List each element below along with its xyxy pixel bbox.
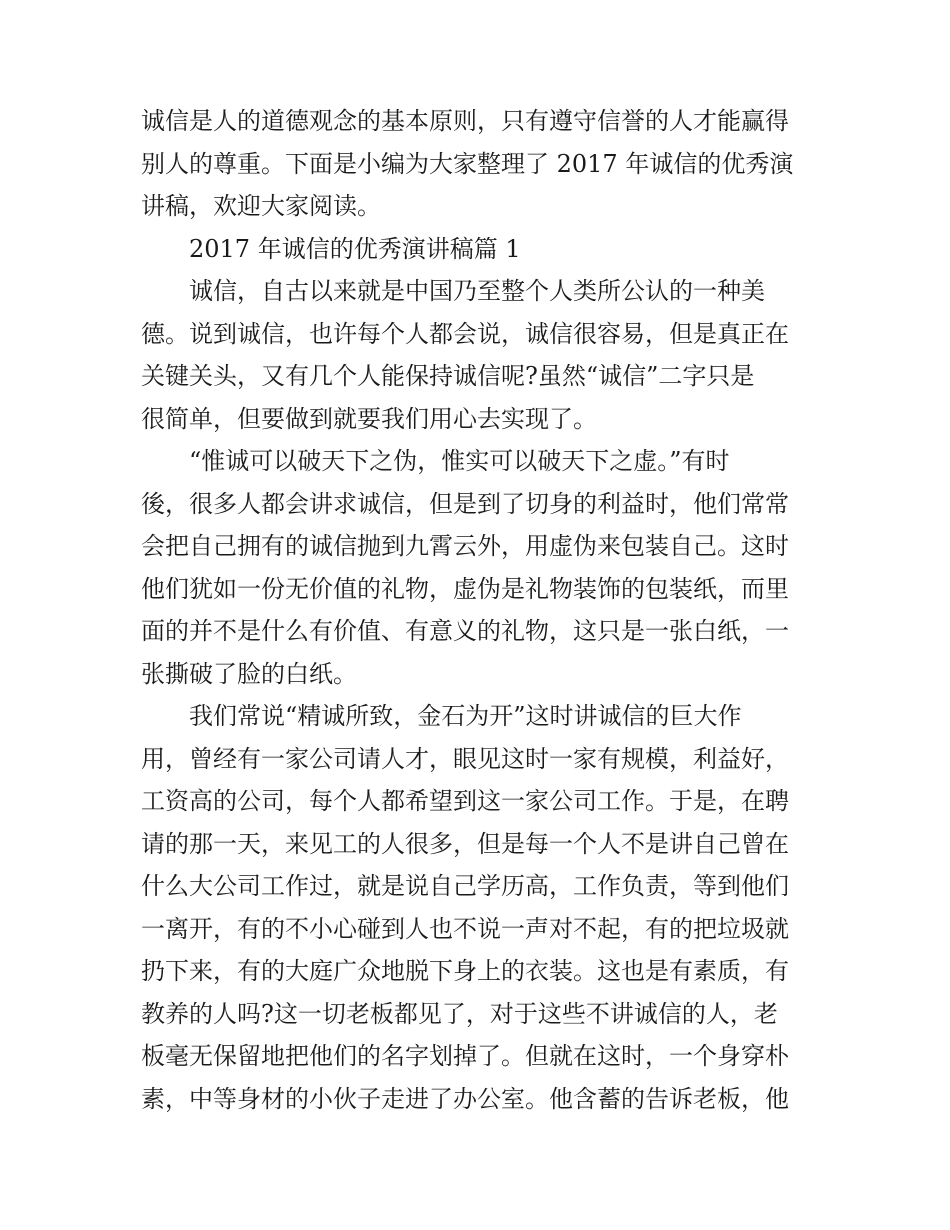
- text-line: 别人的尊重。下面是小编为大家整理了 2017 年诚信的优秀演: [141, 149, 794, 178]
- text-line: 张撕破了脸的白纸。: [141, 659, 357, 688]
- text-line: 他们犹如一份无价值的礼物，虚伪是礼物装饰的包装纸，而里: [141, 574, 789, 603]
- text-line: 面的并不是什么有价值、有意义的礼物，这只是一张白纸，一: [141, 617, 789, 645]
- text-line: 请的那一天，来见工的人很多，但是每一个人不是讲自己曾在: [141, 829, 789, 858]
- text-line: 教养的人吗?这一切老板都见了，对于这些不讲诚信的人，老: [141, 999, 778, 1028]
- text-line: 板毫无保留地把他们的名字划掉了。但就在这时，一个身穿朴: [141, 1042, 789, 1070]
- document-body: [141, 100, 813, 1120]
- text-line: “惟诚可以破天下之伪，惟实可以破天下之虚。”有时: [189, 447, 730, 475]
- text-line: 关键关头，又有几个人能保持诚信呢?虽然“诚信”二字只是: [141, 362, 755, 390]
- text-line: 会把自己拥有的诚信抛到九霄云外，用虚伪来包装自己。这时: [141, 532, 789, 560]
- text-line: 我们常说“精诚所致，金石为开”这时讲诚信的巨大作: [189, 702, 742, 730]
- text-line: 扔下来，有的大庭广众地脱下身上的衣装。这也是有素质，有: [141, 957, 789, 985]
- text-line: 什么大公司工作过，就是说自己学历高，工作负责，等到他们: [141, 872, 789, 900]
- text-line: 一离开，有的不小心碰到人也不说一声对不起，有的把垃圾就: [141, 914, 789, 943]
- text-line: 讲稿，欢迎大家阅读。: [141, 192, 381, 220]
- section-heading: 2017 年诚信的优秀演讲稿篇 1: [189, 234, 521, 263]
- text-line: 後，很多人都会讲求诚信，但是到了切身的利益时，他们常常: [141, 489, 789, 518]
- text-line: 用，曾经有一家公司请人才，眼见这时一家有规模，利益好，: [141, 744, 789, 773]
- text-line: 诚信是人的道德观念的基本原则，只有遵守信誉的人才能赢得: [141, 107, 789, 135]
- text-line: 工资高的公司，每个人都希望到这一家公司工作。于是，在聘: [141, 787, 789, 815]
- text-line: 德。说到诚信，也许每个人都会说，诚信很容易，但是真正在: [141, 319, 789, 348]
- text-line: 素，中等身材的小伙子走进了办公室。他含蓄的告诉老板，他: [141, 1084, 789, 1113]
- text-line: 很简单，但要做到就要我们用心去实现了。: [141, 404, 597, 433]
- text-line: 诚信，自古以来就是中国乃至整个人类所公认的一种美: [189, 277, 765, 305]
